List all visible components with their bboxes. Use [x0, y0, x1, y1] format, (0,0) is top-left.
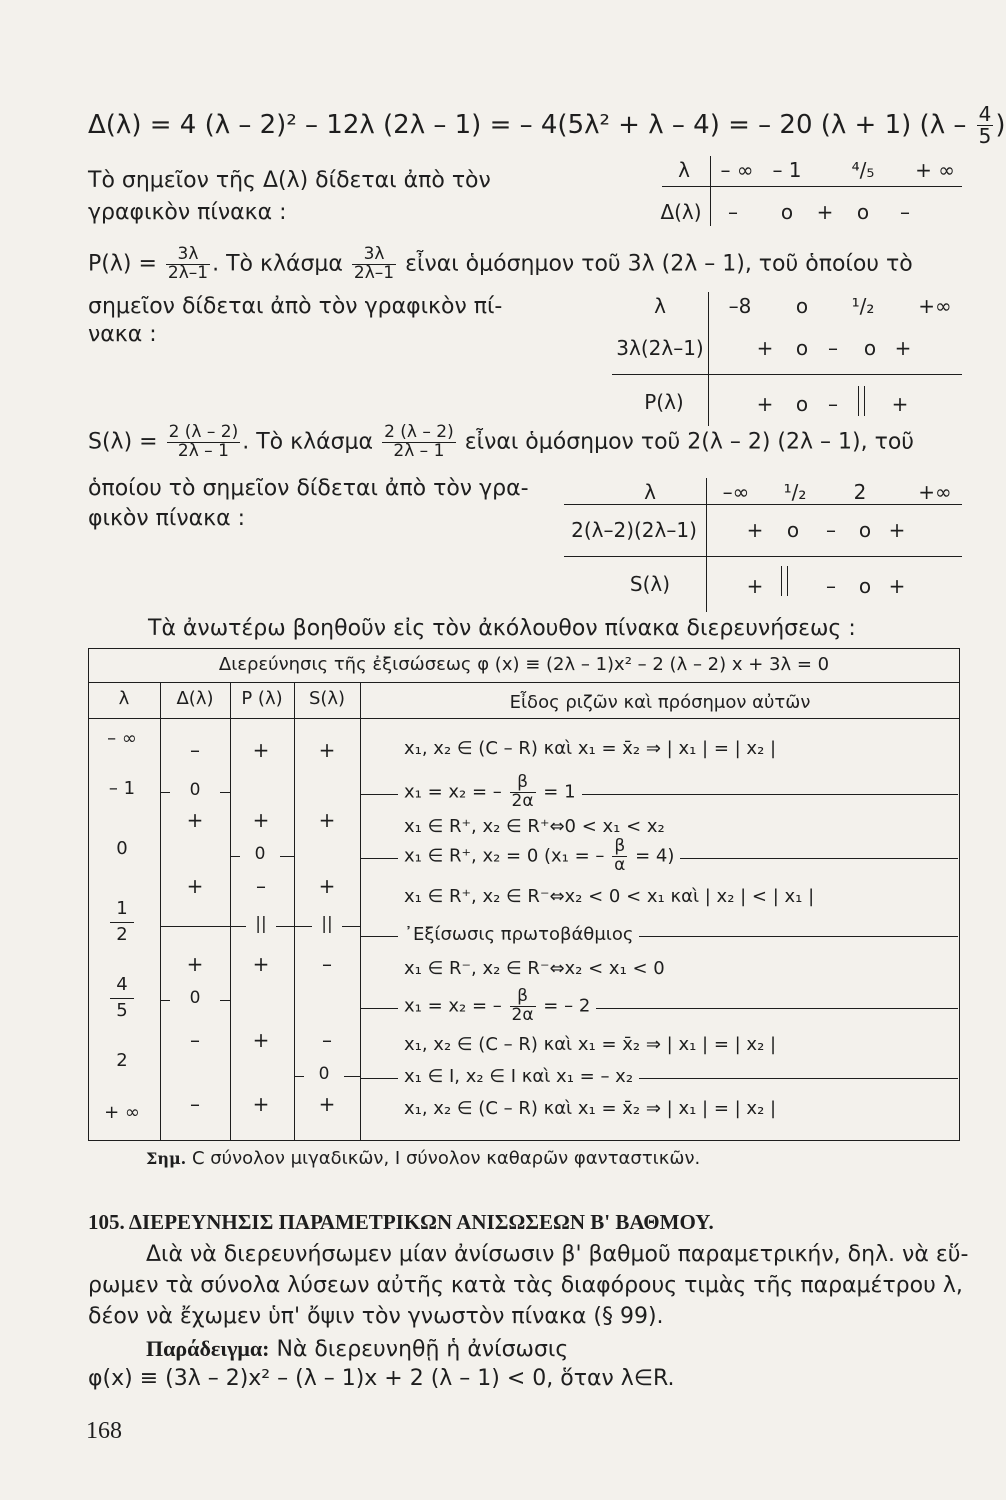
section-heading: 105. ΔΙΕΡΕΥΝΗΣΙΣ ΠΑΡΑΜΕΤΡΙΚΩΝ ΑΝΙΣΩΣΕΩΝ Β' ΒΑΘΜΟΥ.: [88, 1210, 714, 1234]
delta-sign-text-2: γραφικὸν πίνακα :: [88, 200, 287, 225]
root-row-2: x₁ = x₂ = – $\frac{\beta}{2\alpha}$ = 1: [398, 774, 582, 811]
p-text-3: νακα :: [88, 322, 157, 347]
header-s: S(λ): [308, 688, 346, 709]
delta-equation: Δ(λ) = 4 (λ – 2)² – 12λ (2λ – 1) = – 4(5λ² + λ – 4) = – 20 (λ + 1) (λ – $\frac{4}{5}$ ): [88, 102, 1006, 148]
root-row-6: ᾿Εξίσωσις πρωτοβάθμιος: [398, 924, 639, 945]
root-row-5: x₁ ∈ R⁺, x₂ ∈ R⁻⇔x₂ < 0 < x₁ καὶ | x₂ | < | x₁ |: [404, 886, 815, 907]
inequality: φ(x) ≡ (3λ – 2)x² – (λ – 1)x + 2 (λ – 1) < 0, ὅταν λ∈R.: [88, 1366, 675, 1391]
delta-fraction: $\frac{4}{5}$: [978, 102, 992, 148]
intro-table-text: Τὰ ἀνωτέρω βοηθοῦν εἰς τὸν ἀκόλουθον πίνακα διερευνήσεως :: [148, 616, 856, 641]
root-row-3: x₁ ∈ R⁺, x₂ ∈ R⁺⇔0 < x₁ < x₂: [404, 816, 665, 837]
root-row-10: x₁ ∈ I, x₂ ∈ I καὶ x₁ = – x₂: [398, 1066, 639, 1087]
header-roots: Εἶδος ριζῶν καὶ πρόσημον αὐτῶν: [509, 692, 811, 713]
root-row-4: x₁ ∈ R⁺, x₂ = 0 (x₁ = – $\frac{\beta}{\alpha}$ = 4): [398, 838, 680, 875]
root-row-9: x₁, x₂ ∈ (C – R) καὶ x₁ = x̄₂ ⇒ | x₁ | = | x₂ |: [404, 1034, 777, 1055]
header-lambda: λ: [118, 688, 130, 709]
s-equation-line: S(λ) = $\frac{2 (\lambda - 2)}{2\lambda - 1}$ . Τὸ κλάσμα $\frac{2 (\lambda - 2)}{2\lambda - 1}$ εἶναι ὁμόσημον τοῦ 2(λ – 2) (2λ – 1), τοῦ: [88, 422, 915, 461]
p-text-2: σημεῖον δίδεται ἀπὸ τὸν γραφικὸν πί-: [88, 294, 503, 319]
table-note: Σημ. C σύνολον μιγαδικῶν, I σύνολον καθαρῶν φανταστικῶν.: [146, 1148, 701, 1169]
header-p: P (λ): [241, 688, 283, 709]
root-row-7: x₁ ∈ R⁻, x₂ ∈ R⁻⇔x₂ < x₁ < 0: [404, 958, 665, 979]
section-para-1: Διὰ νὰ διερευνήσωμεν μίαν ἀνίσωσιν β' βαθμοῦ παραμετρικήν, δηλ. νὰ εὕ-: [146, 1242, 969, 1267]
section-para-2: ρωμεν τὰ σύνολα λύσεων αὐτῆς κατὰ τὰς διαφόρους τιμὰς τῆς παραμέτρου λ,: [88, 1273, 963, 1298]
root-row-1: x₁, x₂ ∈ (C – R) καὶ x₁ = x̄₂ ⇒ | x₁ | = | x₂ |: [404, 738, 777, 759]
section-para-3: δέον νὰ ἔχωμεν ὑπ' ὄψιν τὸν γνωστὸν πίνακα (§ 99).: [88, 1304, 664, 1329]
delta-sign-text-1: Τὸ σημεῖον τῆς Δ(λ) δίδεται ἀπὸ τὸν: [88, 168, 491, 193]
p-equation-line: P(λ) = $\frac{3\lambda}{2\lambda-1}$ . Τὸ κλάσμα $\frac{3\lambda}{2\lambda-1}$ εἶναι ὁμόσημον τοῦ 3λ (2λ – 1), τοῦ ὁποίου τὸ: [88, 244, 913, 283]
root-row-8: x₁ = x₂ = – $\frac{\beta}{2\alpha}$ = – 2: [398, 988, 596, 1025]
header-delta: Δ(λ): [176, 688, 214, 709]
example-line: Παράδειγμα: Νὰ διερευνηθῇ ἡ ἀνίσωσις: [146, 1336, 569, 1362]
s-text-2: ὁποίου τὸ σημεῖον δίδεται ἀπὸ τὸν γρα-: [88, 476, 529, 501]
table-title: Διερεύνησις τῆς ἐξισώσεως φ (x) ≡ (2λ – 1)x² – 2 (λ – 2) x + 3λ = 0: [218, 654, 830, 675]
root-row-11: x₁, x₂ ∈ (C – R) καὶ x₁ = x̄₂ ⇒ | x₁ | = | x₂ |: [404, 1098, 777, 1119]
page-number: 168: [86, 1418, 122, 1444]
s-text-3: φικὸν πίνακα :: [88, 506, 246, 531]
